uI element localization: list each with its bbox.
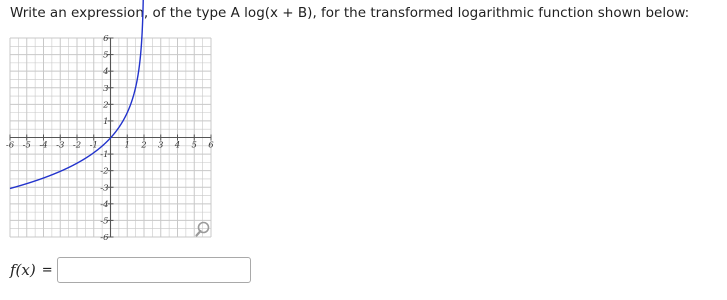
x-tick-label: -2 <box>72 140 82 151</box>
x-tick-label: -5 <box>22 140 31 151</box>
graph-canvas <box>5 34 214 243</box>
x-tick-label: 3 <box>158 140 164 151</box>
magnifier-icon[interactable] <box>195 220 215 238</box>
log-function-graph <box>5 34 214 243</box>
y-tick-label: -4 <box>100 199 109 210</box>
y-tick-label: 4 <box>103 67 109 78</box>
x-tick-label: 1 <box>124 140 130 151</box>
y-tick-label: -3 <box>100 183 109 194</box>
answer-input[interactable] <box>57 257 251 283</box>
y-tick-label: -2 <box>100 166 109 177</box>
y-tick-label: 5 <box>103 50 109 61</box>
y-tick-label: -5 <box>100 216 109 227</box>
equals-sign: = <box>41 262 53 278</box>
x-tick-label: 5 <box>191 140 197 151</box>
x-tick-label: 2 <box>141 140 147 151</box>
x-tick-label: 6 <box>208 140 214 151</box>
function-label: f(x) <box>10 261 36 279</box>
question-prompt: Write an expression, of the type A log(x + B), for the transformed logarithmic function shown below: <box>10 5 690 21</box>
answer-row <box>10 256 251 284</box>
y-tick-label: 3 <box>103 83 109 94</box>
x-tick-label: 4 <box>174 140 181 151</box>
y-tick-label: 1 <box>103 116 109 127</box>
y-tick-label: -6 <box>100 233 109 243</box>
y-tick-label: 6 <box>103 34 109 44</box>
y-tick-label: -1 <box>100 150 109 161</box>
y-tick-label: 2 <box>103 100 109 111</box>
x-tick-label: -3 <box>56 140 65 151</box>
x-tick-label: -4 <box>39 140 48 151</box>
x-tick-label: -6 <box>5 140 15 151</box>
x-tick-label: -1 <box>89 140 98 151</box>
